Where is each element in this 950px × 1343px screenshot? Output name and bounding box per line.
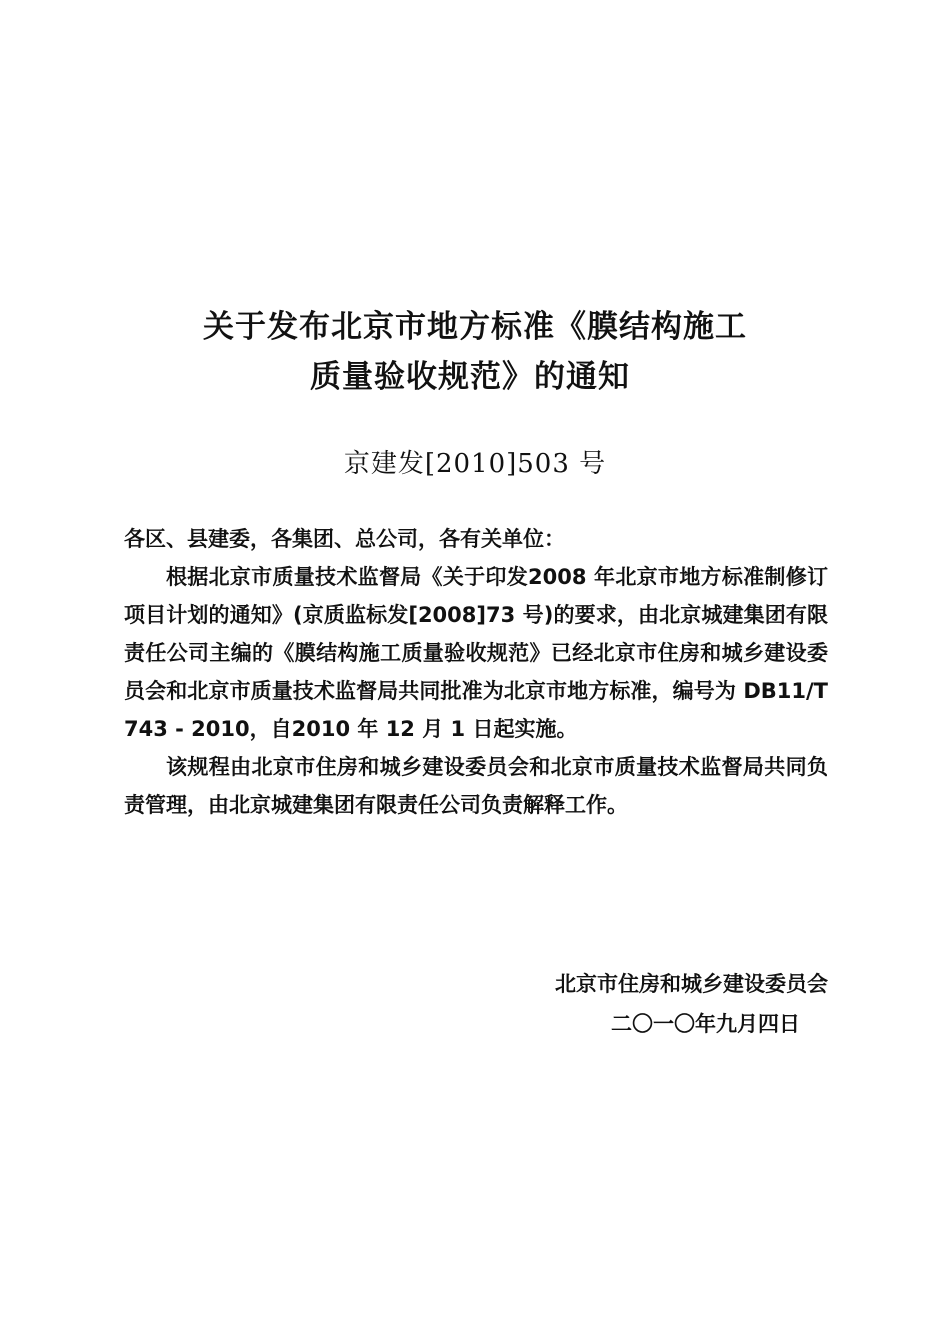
title-line-1: 关于发布北京市地方标准《膜结构施工 — [203, 309, 747, 345]
signature-date: 二〇一〇年九月四日 — [611, 1012, 800, 1036]
document-body — [124, 520, 828, 824]
salutation: 各区、县建委，各集团、总公司，各有关单位： — [124, 527, 565, 551]
document-number: 京建发[2010]503 号 — [343, 449, 607, 479]
paragraph-1: 根据北京市质量技术监督局《关于印发2008 年北京市地方标准制修订项目计划的通知》(京质监标发[2008]73 号)的要求，由北京城建集团有限责任公司主编的《膜结构施工质量验收规范》已经北京市住房和城乡建设委员会和北京市质量技术监督局共同批准为北京市地方标准，编号为 DB11/T 743 - 2010，自2010 年 12 月 1 日起实施。 — [124, 565, 828, 741]
signature-block — [555, 964, 828, 1044]
document-title — [0, 302, 950, 402]
title-line-2: 质量验收规范》的通知 — [310, 359, 630, 395]
signature-organization: 北京市住房和城乡建设委员会 — [555, 972, 828, 996]
paragraph-2: 该规程由北京市住房和城乡建设委员会和北京市质量技术监督局共同负责管理，由北京城建集团有限责任公司负责解释工作。 — [124, 755, 828, 817]
